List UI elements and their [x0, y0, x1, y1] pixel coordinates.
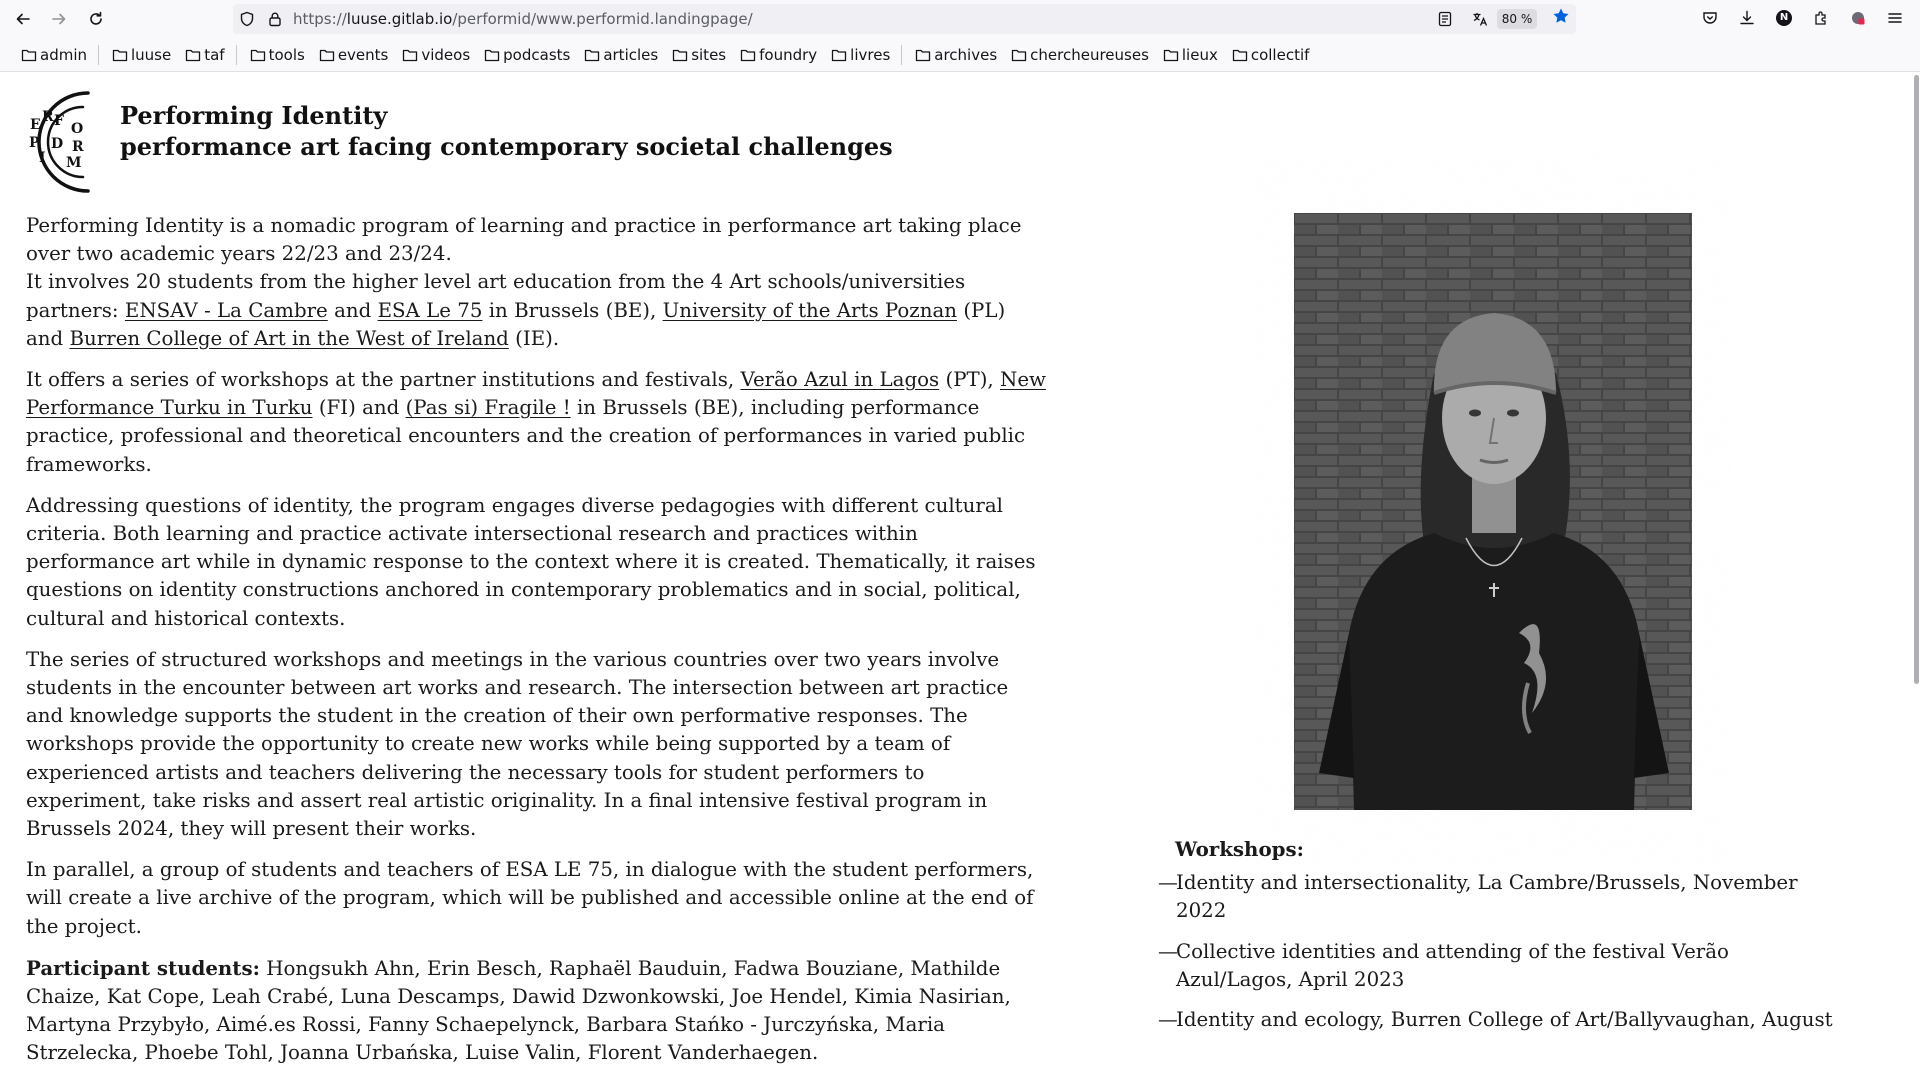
bookmark-label: sites: [691, 45, 727, 64]
page-viewport: [0, 72, 1920, 1065]
offers-text: (FI) and: [318, 396, 400, 420]
translate-icon[interactable]: [1472, 11, 1488, 27]
folder-icon: [1232, 48, 1248, 62]
intro-text: in Brussels (BE),: [488, 298, 657, 322]
reload-icon: [88, 11, 104, 27]
logo-letter: I: [39, 150, 46, 166]
bookmarks-toolbar: [0, 38, 1920, 72]
bookmark-label: lieux: [1181, 45, 1218, 64]
url-text[interactable]: [293, 10, 753, 28]
bookmark-folder-luuse[interactable]: [103, 42, 176, 68]
logo-letter: M: [66, 155, 82, 171]
bookmark-label: luuse: [131, 45, 172, 64]
bookmark-folder-chercheureuses[interactable]: [1002, 42, 1154, 68]
bookmark-folder-articles[interactable]: [575, 42, 663, 68]
bookmark-folder-lieux[interactable]: [1154, 42, 1223, 68]
lock-icon[interactable]: [267, 11, 283, 27]
bookmark-folder-podcasts[interactable]: [475, 42, 575, 68]
workshop-item: [1158, 869, 1838, 925]
bookmark-label: chercheureuses: [1030, 45, 1149, 64]
site-subtitle: performance art facing contemporary societal challenges: [120, 132, 893, 161]
bookmark-label: videos: [421, 45, 471, 64]
app-menu-button[interactable]: [1885, 8, 1905, 28]
intro-text: and: [334, 298, 372, 322]
link-pas-si-fragile[interactable]: (Pas si) Fragile !: [405, 396, 571, 420]
bookmark-label: archives: [934, 45, 998, 64]
workshop-item: [1158, 1006, 1838, 1034]
url-path: /performid/www.performid.landingpage/: [452, 10, 753, 28]
download-icon: [1739, 10, 1755, 26]
site-title: [120, 100, 893, 162]
folder-icon: [112, 48, 128, 62]
url-bar[interactable]: [233, 4, 1576, 34]
bookmark-label: foundry: [759, 45, 818, 64]
pocket-button[interactable]: [1700, 8, 1720, 28]
bookmark-star-icon[interactable]: [1552, 7, 1570, 25]
intro-partners-text: It involves 20 students from the higher level art education from the 4 Art schools/universities partners:: [26, 270, 966, 322]
intro-text: (PL) and: [26, 298, 1006, 350]
bookmark-folder-sites[interactable]: [663, 42, 731, 68]
folder-icon: [21, 48, 37, 62]
link-verao-azul[interactable]: Verão Azul in Lagos: [740, 368, 940, 392]
workshop-dash: —: [1158, 1008, 1178, 1032]
link-la-cambre[interactable]: ENSAV - La Cambre: [124, 298, 328, 322]
url-prefix: https://: [293, 10, 347, 28]
extension-button[interactable]: [1848, 8, 1868, 28]
pocket-icon: [1702, 10, 1718, 26]
logo-letter: F: [54, 113, 64, 129]
toolbar-right-icons: [1700, 8, 1905, 30]
reload-button[interactable]: [84, 7, 108, 31]
extensions-button[interactable]: [1811, 8, 1831, 28]
bookmark-label: livres: [850, 45, 891, 64]
browser-toolbar: [0, 0, 1920, 38]
bookmark-folder-collectif[interactable]: [1223, 42, 1315, 68]
site-title-main: Performing Identity: [120, 101, 388, 130]
bookmark-label: collectif: [1250, 45, 1310, 64]
workshop-item: [1158, 938, 1838, 994]
reader-view-icon[interactable]: [1437, 11, 1453, 27]
participants-names: Hongsukh Ahn, Erin Besch, Raphaël Bauduin, Fadwa Bouziane, Mathilde Chaize, Kat Cope, Leah Crabé, Luna Descamps, Dawid Dzwonkowski, Joe Hendel, Kimia Nasirian, Martyna Przybyło, Aimé.es Rossi, Fanny Schaepelynck, Barbara Stańko - Jurczyńska, Maria Strzelecka, Phoebe Tohl, Joanna Urbańska, Luise Valin, Florent Vanderhaegen.: [26, 956, 1011, 1065]
tracking-shield-icon[interactable]: [239, 11, 255, 27]
link-burren[interactable]: Burren College of Art in the West of Ireland: [69, 326, 509, 350]
bookmark-folder-events[interactable]: [310, 42, 394, 68]
workshop-dash: —: [1158, 871, 1178, 895]
forward-button[interactable]: [47, 7, 71, 31]
folder-icon: [831, 48, 847, 62]
account-avatar-icon: N: [1776, 10, 1792, 26]
folder-icon: [484, 48, 500, 62]
folder-icon: [740, 48, 756, 62]
bookmark-folder-tools[interactable]: [241, 42, 310, 68]
folder-icon: [915, 48, 931, 62]
portrait-image: [1294, 213, 1692, 810]
parallel-paragraph: In parallel, a group of students and teachers of ESA LE 75, in dialogue with the student performers, will create a live archive of the program, which will be published and accessible online at the end of the project.: [26, 858, 1034, 938]
scrollbar-thumb[interactable]: [1914, 75, 1919, 684]
offers-text: (PT),: [945, 368, 994, 392]
offers-text: It offers a series of workshops at the partner institutions and festivals,: [26, 368, 735, 392]
page-scrollbar[interactable]: [1913, 72, 1920, 1002]
bookmark-folder-videos[interactable]: [393, 42, 475, 68]
hamburger-menu-icon: [1887, 10, 1903, 26]
logo-letter: D: [51, 136, 64, 152]
bookmark-separator: [236, 45, 237, 65]
logo-letter: E: [30, 117, 41, 133]
identity-paragraph: Addressing questions of identity, the program engages diverse pedagogies with different cultural criteria. Both learning and practice activate intersectional research and practices within performance art while in dynamic response to the context where it is created. Thematically, it raises questions on identity constructions anchored in contemporary problematics and in social, political, cultural and historical contexts.: [26, 493, 1036, 630]
main-text: [26, 212, 1046, 1081]
folder-icon: [1163, 48, 1179, 62]
link-esa-le-75[interactable]: ESA Le 75: [377, 298, 483, 322]
participants-paragraph: [26, 954, 1046, 1068]
workshop-item-text: Collective identities and attending of the festival Verão Azul/Lagos, April 2023: [1176, 939, 1729, 991]
downloads-button[interactable]: [1737, 8, 1757, 28]
bookmark-label: events: [337, 45, 389, 64]
bookmark-folder-archives[interactable]: [906, 42, 1002, 68]
extension-icon: [1850, 10, 1866, 26]
link-poznan[interactable]: University of the Arts Poznan: [662, 298, 958, 322]
bookmark-label: podcasts: [503, 45, 571, 64]
participants-label: Participant students:: [26, 955, 260, 980]
bookmark-separator: [901, 45, 902, 65]
intro-text: Performing Identity is a nomadic program of learning and practice in performance art taking place over two academic years 22/23 and 23/24.: [26, 214, 1022, 266]
intro-paragraph: [26, 212, 1046, 353]
logo-letter: O: [71, 121, 84, 137]
puzzle-icon: [1813, 10, 1829, 26]
workshops-section: [1158, 835, 1838, 1034]
workshops-title: Workshops:: [1175, 837, 1304, 861]
bookmark-folder-livres[interactable]: [822, 42, 895, 68]
folder-icon: [672, 48, 688, 62]
portrait-photo: [1294, 213, 1692, 810]
folder-icon: [185, 48, 201, 62]
workshop-item-text: Identity and intersectionality, La Cambre/Brussels, November 2022: [1176, 871, 1798, 923]
folder-icon: [402, 48, 418, 62]
performid-logo: [13, 85, 108, 199]
workshop-item-text: Identity and ecology, Burren College of Art/Ballyvaughan, August: [1176, 1008, 1833, 1032]
bookmark-label: admin: [40, 45, 87, 64]
bookmark-folder-taf[interactable]: [176, 42, 229, 68]
bookmark-folder-foundry[interactable]: [731, 42, 822, 68]
bookmark-separator: [98, 45, 99, 65]
folder-icon: [1011, 48, 1027, 62]
logo-letter: R: [42, 109, 54, 125]
arrow-left-icon: [15, 11, 31, 27]
back-button[interactable]: [11, 7, 35, 31]
intro-text: (IE).: [515, 326, 560, 350]
offers-paragraph: [26, 366, 1046, 479]
workshop-dash: —: [1158, 939, 1178, 963]
bookmark-folder-admin[interactable]: [12, 42, 92, 68]
series-paragraph: The series of structured workshops and meetings in the various countries over two years involve students in the encounter between art works and research. The intersection between art practice and knowledge supports the student in the creation of their own performative responses. The workshops provide the opportunity to create new works while being supported by a team of experienced artists and teachers delivering the necessary tools for student performers to experiment, take risks and assert real artistic originality. In a final intensive festival program in Brussels 2024, they will present their works.: [26, 647, 1009, 841]
folder-icon: [584, 48, 600, 62]
link-new-performance-turku[interactable]: New Performance Turku in Turku: [26, 368, 1046, 420]
logo-letter: R: [72, 139, 84, 155]
logo-letter: P: [29, 135, 40, 151]
account-button[interactable]: [1774, 8, 1794, 28]
folder-icon: [250, 48, 266, 62]
url-host: luuse.gitlab.io: [346, 10, 453, 28]
bookmark-label: tools: [268, 45, 305, 64]
zoom-level-badge[interactable]: 80 %: [1497, 9, 1537, 29]
folder-icon: [319, 48, 335, 62]
offers-text: in Brussels (BE), including performance practice, professional and theoretical encounters and the creation of performances in varied public frameworks.: [26, 396, 1026, 476]
arrow-right-icon: [51, 11, 67, 27]
bookmark-label: articles: [603, 45, 659, 64]
bookmark-label: taf: [204, 45, 225, 64]
